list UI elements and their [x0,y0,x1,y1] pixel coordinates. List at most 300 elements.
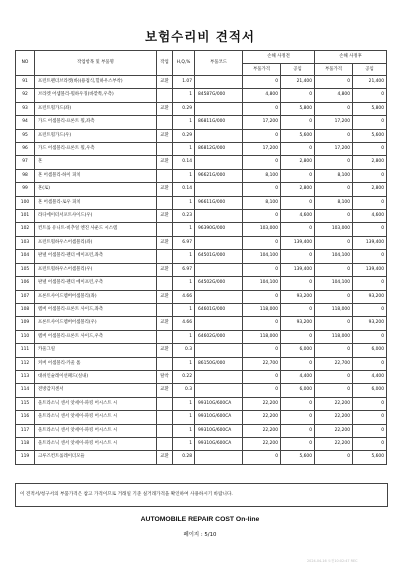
row-part-code [195,102,243,115]
row-before-parts: 4,800 [243,89,281,102]
row-item: 판넬 어셈블리-펜더 에이프런,우측 [35,277,157,290]
table-row [16,236,387,249]
row-work: 교환 [157,183,173,196]
row-item: 카울그릴 [35,344,157,357]
row-after-parts: 0 [315,183,353,196]
row-before-parts: 0 [243,210,281,223]
row-work [157,330,173,343]
document-title: 보험수리비 견적서 [145,29,255,44]
row-hq: 0.23 [173,210,195,223]
row-no: 109 [16,317,35,330]
row-after-labor: 139,400 [353,236,387,249]
row-work: 교환 [157,344,173,357]
row-hq: 1 [173,169,195,182]
row-after-labor: 21,400 [353,76,387,89]
row-after-parts: 17,200 [315,116,353,129]
row-before-parts: 22,700 [243,357,281,370]
row-before-labor: 0 [281,143,315,156]
table-row [16,451,387,464]
row-after-labor: 0 [353,196,387,209]
row-after-parts: 8,100 [315,196,353,209]
row-part-code [195,236,243,249]
row-before-labor: 0 [281,196,315,209]
row-before-parts: 0 [243,317,281,330]
row-after-parts: 0 [315,384,353,397]
row-before-labor: 0 [281,169,315,182]
row-before-parts: 17,200 [243,116,281,129]
row-after-parts: 0 [315,129,353,142]
row-before-labor: 6,000 [281,384,315,397]
row-hq: 0.29 [173,129,195,142]
table-row [16,277,387,290]
table-row [16,89,387,102]
header-before-labor: 공임 [281,63,315,76]
header-before: 손해 사정전 [243,51,315,64]
row-no: 93 [16,102,35,115]
row-work: 탈착 [157,370,173,383]
row-after-labor: 0 [353,303,387,316]
row-work [157,196,173,209]
row-after-parts: 22,200 [315,397,353,410]
row-work [157,89,173,102]
row-before-labor: 0 [281,223,315,236]
row-item: 커버 어셈블리-카울 톱 [35,357,157,370]
row-no: 113 [16,370,35,383]
row-item: 프런트휠가드(우) [35,129,157,142]
row-item: 혼 [35,156,157,169]
row-before-parts: 104,100 [243,277,281,290]
row-item: 혼(로) [35,183,157,196]
row-hq: 1 [173,223,195,236]
row-work [157,277,173,290]
header-before-parts: 부품가격 [243,63,281,76]
row-hq: 0.14 [173,156,195,169]
row-part-code: 64501G/000 [195,250,243,263]
header-work: 작업 [157,51,173,76]
row-no: 116 [16,411,35,424]
row-hq: 1 [173,330,195,343]
row-after-labor: 0 [353,143,387,156]
row-hq: 4.66 [173,290,195,303]
row-hq: 0.22 [173,370,195,383]
row-work: 교환 [157,76,173,89]
table-row [16,116,387,129]
row-after-labor: 4,400 [353,370,387,383]
row-after-labor: 2,800 [353,156,387,169]
row-after-parts: 22,200 [315,437,353,450]
row-hq: 6.97 [173,236,195,249]
table-row [16,156,387,169]
row-after-parts: 0 [315,451,353,464]
row-before-labor: 0 [281,357,315,370]
row-work: 교환 [157,290,173,303]
row-no: 110 [16,330,35,343]
row-after-parts: 0 [315,263,353,276]
row-no: 99 [16,183,35,196]
row-before-labor: 21,400 [281,76,315,89]
header-code: 부품코드 [195,51,243,76]
row-work [157,397,173,410]
row-hq: 1 [173,116,195,129]
row-item: 판넬 어셈블리-펜더 에이프런,좌측 [35,250,157,263]
row-item: 울트라소닉 센서 앗세이-파킹 어시스트 시 [35,437,157,450]
row-work: 교환 [157,263,173,276]
header-after: 손해 사정후 [315,51,387,64]
row-before-parts: 22,200 [243,437,281,450]
table-row [16,290,387,303]
row-item: 울트라소닉 센서 앗세이-파킹 어시스트 시 [35,411,157,424]
table-row [16,196,387,209]
row-hq: 4.66 [173,317,195,330]
row-before-parts: 0 [243,263,281,276]
header-after-parts: 부품가격 [315,63,353,76]
row-after-labor: 5,600 [353,451,387,464]
row-hq: 1 [173,250,195,263]
row-part-code: 86812G/000 [195,143,243,156]
row-no: 94 [16,116,35,129]
row-part-code [195,384,243,397]
footer-brand: AUTOMOBILE REPAIR COST On-line [140,516,260,523]
price-notice: 이 견적서/청구서의 부품가격은 참고 가격이므로 거래일 기준 실거래가격을 확인하여 사용하시기 바랍니다. [15,483,388,507]
table-row [16,102,387,115]
row-no: 108 [16,303,35,316]
row-after-parts: 103,000 [315,223,353,236]
row-part-code [195,344,243,357]
row-after-parts: 0 [315,344,353,357]
row-no: 115 [16,397,35,410]
row-part-code [195,317,243,330]
row-before-parts: 0 [243,76,281,89]
row-no: 91 [16,76,35,89]
row-after-labor: 0 [353,437,387,450]
row-after-labor: 0 [353,169,387,182]
row-work: 교환 [157,210,173,223]
header-no: NO [16,51,35,76]
row-no: 95 [16,129,35,142]
row-after-parts: 8,100 [315,169,353,182]
row-after-labor: 4,600 [353,210,387,223]
header-after-labor: 공임 [353,63,387,76]
row-after-parts: 0 [315,210,353,223]
row-part-code: 86150G/000 [195,357,243,370]
row-before-parts: 0 [243,102,281,115]
row-before-labor: 0 [281,330,315,343]
row-before-labor: 4,600 [281,210,315,223]
row-before-parts: 8,100 [243,169,281,182]
row-item: 컨트롤 유니트-비추얼 엔진 사운드 시스템 [35,223,157,236]
table-row [16,344,387,357]
row-no: 101 [16,210,35,223]
print-timestamp: 2024-04-16 오전10:02:47 REC [307,559,358,563]
row-item: 프런트휠하우스어셈블리(좌) [35,236,157,249]
row-after-labor: 0 [353,411,387,424]
row-after-parts: 0 [315,76,353,89]
row-no: 97 [16,156,35,169]
row-hq: 0.14 [173,183,195,196]
row-part-code [195,370,243,383]
row-no: 98 [16,169,35,182]
row-item: 울트라소닉 센서 앗세이-파킹 어시스트 시 [35,424,157,437]
header-item: 작업항목 및 부품명 [35,51,157,76]
row-part-code [195,76,243,89]
row-no: 111 [16,344,35,357]
row-work [157,411,173,424]
row-after-labor: 2,800 [353,183,387,196]
row-after-labor: 0 [353,424,387,437]
row-before-parts: 0 [243,183,281,196]
row-work: 교환 [157,102,173,115]
table-row [16,223,387,236]
row-no: 112 [16,357,35,370]
row-part-code: 99310G/600CA [195,437,243,450]
row-after-labor: 0 [353,116,387,129]
row-hq: 1 [173,411,195,424]
row-before-labor: 5,600 [281,129,315,142]
row-item: 라디에이터서포트사이드(우) [35,210,157,223]
row-part-code [195,129,243,142]
table-row [16,183,387,196]
table-row [16,143,387,156]
row-after-labor: 0 [353,397,387,410]
row-part-code [195,156,243,169]
row-part-code: 64602G/000 [195,330,243,343]
row-work [157,357,173,370]
row-no: 114 [16,384,35,397]
row-work [157,223,173,236]
row-after-labor: 139,400 [353,263,387,276]
row-after-parts: 104,100 [315,277,353,290]
row-item: 혼 어셈블리-로우 피치 [35,196,157,209]
row-work [157,250,173,263]
row-before-parts: 0 [243,156,281,169]
row-hq: 1 [173,277,195,290]
row-before-labor: 0 [281,437,315,450]
row-hq: 0.29 [173,102,195,115]
row-item: 전방감지센서 [35,384,157,397]
row-before-parts: 0 [243,370,281,383]
row-work [157,424,173,437]
row-before-parts: 0 [243,384,281,397]
row-after-parts: 118,000 [315,303,353,316]
row-before-labor: 139,400 [281,236,315,249]
row-before-labor: 6,000 [281,344,315,357]
row-no: 104 [16,250,35,263]
row-hq: 0.28 [173,451,195,464]
row-part-code [195,263,243,276]
row-no: 103 [16,236,35,249]
row-no: 96 [16,143,35,156]
row-work: 교환 [157,451,173,464]
row-before-parts: 17,200 [243,143,281,156]
row-item: 브라켓 어셈블리-휠하우징(바깥쪽,우측) [35,89,157,102]
row-after-parts: 0 [315,236,353,249]
row-part-code: 64601G/000 [195,303,243,316]
row-before-parts: 103,000 [243,223,281,236]
row-part-code [195,210,243,223]
row-before-labor: 0 [281,116,315,129]
row-no: 119 [16,451,35,464]
row-after-labor: 93,200 [353,317,387,330]
header-hq: H,Q,% [173,51,195,76]
row-item: 프런트휠하우스어셈블리(우) [35,263,157,276]
row-item: 가드 어셈블리-프론트 휠,우측 [35,143,157,156]
row-before-parts: 0 [243,451,281,464]
row-part-code: 86811G/000 [195,116,243,129]
row-after-parts: 22,200 [315,424,353,437]
row-before-labor: 0 [281,89,315,102]
row-part-code [195,451,243,464]
row-after-parts: 0 [315,156,353,169]
row-no: 92 [16,89,35,102]
estimate-rows [16,76,387,465]
row-after-labor: 93,200 [353,290,387,303]
row-part-code: 96621G/000 [195,169,243,182]
row-before-labor: 93,200 [281,290,315,303]
row-before-parts: 22,200 [243,424,281,437]
row-before-parts: 22,200 [243,397,281,410]
row-hq: 6.97 [173,263,195,276]
row-before-labor: 139,400 [281,263,315,276]
row-before-labor: 0 [281,397,315,410]
table-row [16,76,387,89]
row-hq: 0.3 [173,384,195,397]
row-hq: 1 [173,196,195,209]
row-item: 가드 어셈블리-프론트 휠,좌측 [35,116,157,129]
row-work [157,143,173,156]
row-after-parts: 17,200 [315,143,353,156]
row-part-code: 96390G/000 [195,223,243,236]
table-row [16,411,387,424]
row-after-labor: 5,800 [353,102,387,115]
table-row [16,169,387,182]
row-work [157,437,173,450]
row-item: 프런트휠가드(좌) [35,102,157,115]
row-item: 멤버 어셈블리-프론트 사이드,좌측 [35,303,157,316]
table-row [16,357,387,370]
row-hq: 1 [173,357,195,370]
row-no: 118 [16,437,35,450]
row-before-labor: 0 [281,277,315,290]
row-after-parts: 4,800 [315,89,353,102]
row-no: 102 [16,223,35,236]
row-no: 107 [16,290,35,303]
estimate-table [15,50,387,465]
table-row [16,250,387,263]
row-work: 교환 [157,129,173,142]
row-item: 혼 어셈블리-하이 피치 [35,169,157,182]
row-part-code: 99310G/600CA [195,397,243,410]
row-work: 교환 [157,384,173,397]
row-before-labor: 0 [281,424,315,437]
row-before-parts: 0 [243,129,281,142]
row-before-labor: 2,800 [281,183,315,196]
row-work: 교환 [157,236,173,249]
row-before-parts: 0 [243,236,281,249]
table-row [16,370,387,383]
row-hq: 1 [173,424,195,437]
row-item: 프론트사이드멤버어셈블리(우) [35,317,157,330]
table-row [16,129,387,142]
row-item: 대쉬인슐레이션패드(실내) [35,370,157,383]
row-after-parts: 118,000 [315,330,353,343]
row-after-parts: 22,700 [315,357,353,370]
row-before-labor: 0 [281,411,315,424]
row-work [157,116,173,129]
row-no: 106 [16,277,35,290]
row-part-code: 64502G/000 [195,277,243,290]
row-hq: 1 [173,89,195,102]
row-no: 100 [16,196,35,209]
table-row [16,317,387,330]
row-hq: 0.3 [173,344,195,357]
row-before-labor: 5,600 [281,451,315,464]
row-hq: 1 [173,397,195,410]
row-hq: 1 [173,143,195,156]
row-before-parts: 8,100 [243,196,281,209]
row-after-labor: 0 [353,223,387,236]
row-after-parts: 0 [315,317,353,330]
row-no: 105 [16,263,35,276]
table-row [16,397,387,410]
row-item: 프론트사이드멤버어셈블리(좌) [35,290,157,303]
row-work: 교환 [157,156,173,169]
row-after-labor: 0 [353,277,387,290]
table-row [16,263,387,276]
row-part-code: 99310G/600CA [195,424,243,437]
table-row [16,437,387,450]
row-hq: 1.07 [173,76,195,89]
table-row [16,330,387,343]
page-number: 페이지 : 5/10 [183,532,217,538]
row-work: 교환 [157,317,173,330]
row-part-code [195,290,243,303]
row-hq: 1 [173,437,195,450]
row-after-parts: 0 [315,290,353,303]
row-after-parts: 22,200 [315,411,353,424]
row-before-labor: 2,800 [281,156,315,169]
table-row [16,384,387,397]
row-after-labor: 0 [353,357,387,370]
row-before-labor: 4,400 [281,370,315,383]
row-before-parts: 0 [243,344,281,357]
row-after-parts: 0 [315,102,353,115]
table-row [16,210,387,223]
row-item: 울트라소닉 센서 앗세이-파킹 어시스트 시 [35,397,157,410]
row-before-parts: 118,000 [243,330,281,343]
row-before-labor: 93,200 [281,317,315,330]
row-after-labor: 0 [353,330,387,343]
row-after-labor: 0 [353,89,387,102]
row-after-labor: 6,000 [353,384,387,397]
row-part-code [195,183,243,196]
row-no: 117 [16,424,35,437]
row-before-labor: 0 [281,303,315,316]
row-part-code: 96611G/000 [195,196,243,209]
row-before-parts: 104,100 [243,250,281,263]
row-before-labor: 5,800 [281,102,315,115]
row-part-code: 84587G/000 [195,89,243,102]
table-row [16,303,387,316]
row-hq: 1 [173,303,195,316]
row-item: 멤버 어셈블리-프론트 사이드,우측 [35,330,157,343]
row-work [157,303,173,316]
row-item: 크루즈컨트롤레이더모듈 [35,451,157,464]
row-before-parts: 0 [243,290,281,303]
row-after-labor: 0 [353,250,387,263]
row-after-labor: 5,600 [353,129,387,142]
row-before-parts: 22,200 [243,411,281,424]
row-part-code: 99310G/600CA [195,411,243,424]
